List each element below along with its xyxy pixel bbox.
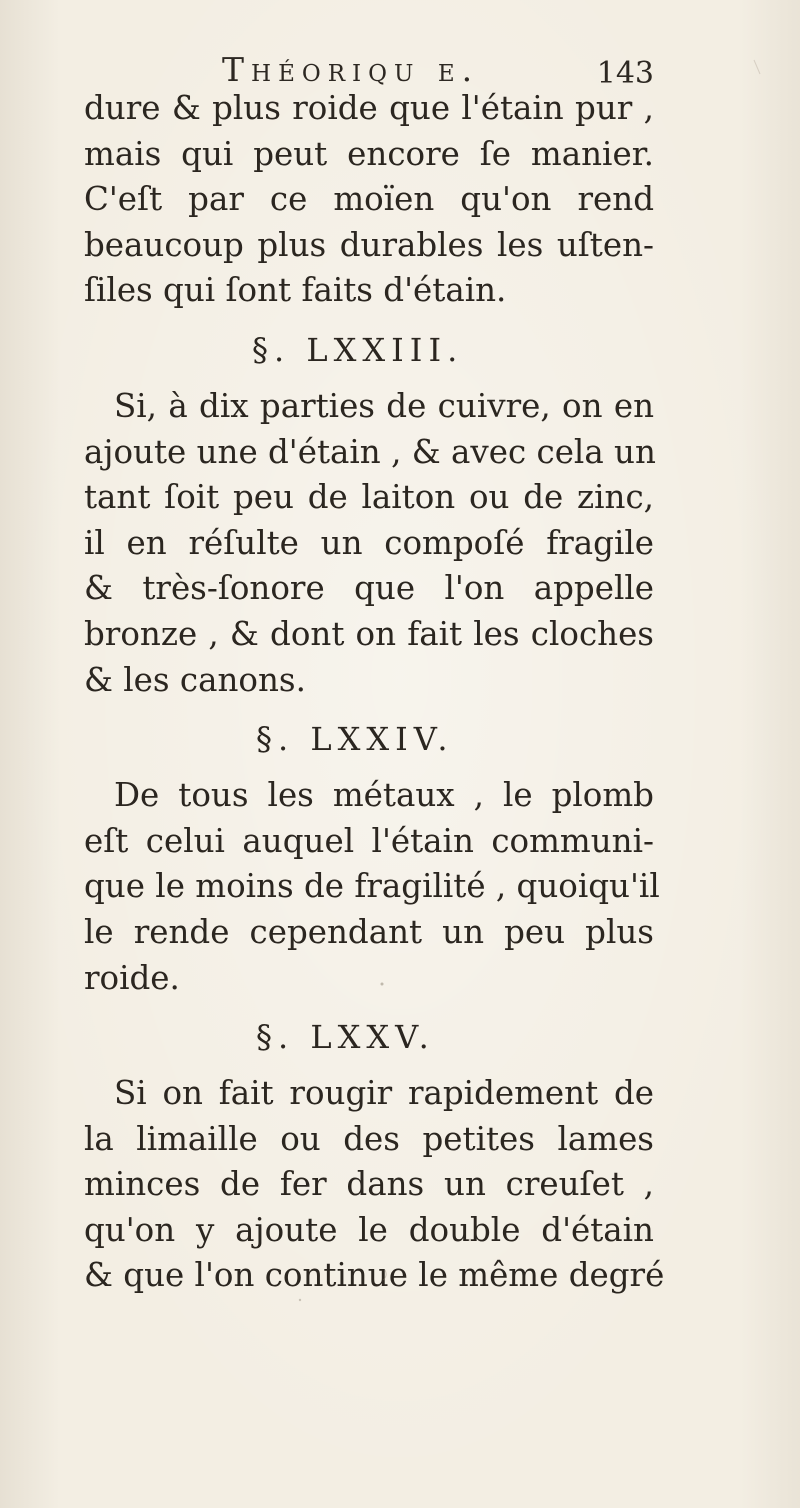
- text-line: dure & plus roide que l'étain pur ,: [84, 89, 654, 127]
- text-line: & les canons.: [84, 660, 306, 699]
- paragraph-4: [84, 1071, 665, 1299]
- paragraph-1: [84, 86, 654, 314]
- running-head: Théoriqu e.: [222, 50, 480, 89]
- section-heading: §. LXXV.: [256, 1018, 435, 1057]
- text-line: tant ſoit peu de laiton ou de zinc,: [84, 478, 654, 517]
- paragraph-3: [84, 773, 660, 1001]
- text-line: & très-ſonore que l'on appelle: [84, 569, 654, 608]
- text-line: roide.: [84, 958, 180, 997]
- section-heading: §. LXXIV.: [256, 720, 454, 759]
- text-line: bronze , & dont on fait les cloches: [84, 614, 654, 653]
- text-line: ſiles qui ſont faits d'étain.: [84, 271, 507, 310]
- text-line: eſt celui auquel l'étain communi-: [84, 821, 654, 860]
- text-line: C'eſt par ce moïen qu'on rend: [84, 180, 654, 219]
- text-line: beaucoup plus durables les uſten-: [84, 225, 654, 264]
- text-line: ajoute une d'étain , & avec cela un: [84, 432, 656, 471]
- text-line: que le moins de fragilité , quoiqu'il: [84, 867, 660, 906]
- text-line: il en réſulte un compoſé fragile: [84, 523, 654, 562]
- section-heading: §. LXXIII.: [252, 330, 464, 369]
- text-line: De tous les métaux , le plomb: [114, 776, 654, 815]
- paragraph-2: [84, 384, 654, 703]
- text-line: la limaille ou des petites lames: [84, 1119, 654, 1158]
- text-line: qu'on y ajoute le double d'étain: [84, 1210, 654, 1249]
- text-line: Si on fait rougir rapidement de: [114, 1074, 654, 1113]
- text-line: mais qui peut encore ſe manier.: [84, 134, 654, 173]
- text-line: le rende cependant un peu plus: [84, 912, 654, 951]
- main-text: [84, 86, 665, 1299]
- text-line: Si, à dix parties de cuivre, on en: [114, 386, 654, 425]
- text-line: & que l'on continue le même degré: [84, 1256, 665, 1295]
- page-number: 143: [596, 56, 654, 91]
- text-line: minces de fer dans un creuſet ,: [84, 1165, 654, 1204]
